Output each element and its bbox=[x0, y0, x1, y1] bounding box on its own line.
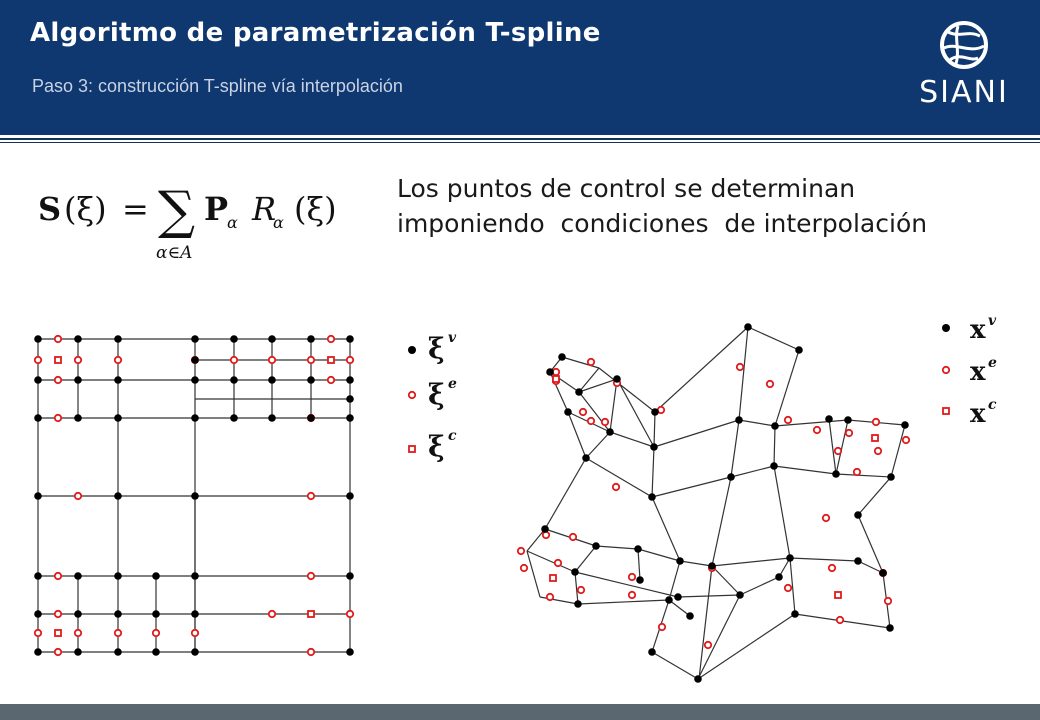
edge-point bbox=[767, 381, 773, 387]
globe-icon bbox=[942, 23, 986, 67]
vertex-point bbox=[34, 610, 42, 618]
vertex-point bbox=[152, 572, 160, 580]
vertex-point bbox=[346, 572, 354, 580]
mesh-edge bbox=[527, 551, 575, 572]
edge-point bbox=[814, 427, 820, 433]
edge-point bbox=[115, 357, 121, 363]
edge-point bbox=[308, 573, 314, 579]
vertex-point bbox=[268, 335, 276, 343]
vertex-point bbox=[546, 368, 554, 376]
vertex-point bbox=[606, 428, 614, 436]
legend-edge-sup: e bbox=[988, 355, 997, 371]
edge-point bbox=[629, 574, 635, 580]
vertex-point bbox=[795, 346, 803, 354]
vertex-point bbox=[74, 648, 82, 656]
vertex-point bbox=[114, 335, 122, 343]
legend-edge-sup: e bbox=[448, 376, 457, 392]
edge-point bbox=[115, 630, 121, 636]
vertex-point bbox=[114, 492, 122, 500]
cell-point bbox=[550, 575, 556, 581]
edge-point bbox=[555, 560, 561, 566]
edge-point bbox=[231, 357, 237, 363]
edge-point bbox=[269, 357, 275, 363]
vertex-point bbox=[901, 421, 909, 429]
vertex-point bbox=[34, 492, 42, 500]
vertex-point bbox=[34, 376, 42, 384]
legend-vertex-sup: v bbox=[448, 330, 457, 346]
mesh-edge bbox=[774, 426, 775, 466]
mesh-edge bbox=[527, 551, 540, 597]
mesh-edge bbox=[652, 497, 680, 561]
divider-thin bbox=[0, 142, 1040, 143]
edge-point bbox=[903, 437, 909, 443]
formula-P: P bbox=[204, 190, 229, 228]
mesh-edge bbox=[740, 577, 779, 595]
edge-point bbox=[75, 357, 81, 363]
mesh-edge bbox=[655, 327, 748, 412]
edge-point bbox=[308, 493, 314, 499]
edge-point bbox=[873, 419, 879, 425]
edge-point bbox=[55, 377, 61, 383]
mesh-edge bbox=[578, 600, 669, 604]
mesh-edge bbox=[599, 368, 655, 412]
vertex-point bbox=[230, 376, 238, 384]
statement-text bbox=[397, 171, 927, 241]
mesh-edge bbox=[575, 572, 678, 597]
edge-point bbox=[547, 594, 553, 600]
vertex-point bbox=[736, 591, 744, 599]
vertex-point bbox=[74, 610, 82, 618]
formula-arg: (ξ) bbox=[64, 190, 107, 228]
vertex-point bbox=[651, 408, 659, 416]
vertex-point bbox=[34, 648, 42, 656]
vertex-point bbox=[648, 648, 656, 656]
edge-point bbox=[328, 336, 334, 342]
vertex-point bbox=[879, 569, 887, 577]
edge-point bbox=[153, 630, 159, 636]
legend-cell-label: x bbox=[970, 399, 986, 429]
legend-edge-label: x bbox=[970, 357, 986, 387]
edge-point bbox=[55, 415, 61, 421]
vertex-point bbox=[844, 416, 852, 424]
edge-point bbox=[347, 611, 353, 617]
vertex-point bbox=[771, 422, 779, 430]
legend-edge-marker bbox=[943, 367, 949, 373]
parametric-tmesh bbox=[20, 320, 370, 665]
legend-cell-marker bbox=[943, 408, 949, 414]
cell-point bbox=[835, 592, 841, 598]
header-bar bbox=[0, 0, 1040, 135]
mesh-edge bbox=[858, 515, 883, 573]
legend-vertex-sup: v bbox=[988, 313, 997, 329]
mesh-edge bbox=[654, 412, 655, 447]
statement-line-1: Los puntos de control se determinan bbox=[397, 174, 856, 203]
cell-point bbox=[308, 611, 314, 617]
vertex-point bbox=[191, 335, 199, 343]
vertex-point bbox=[114, 376, 122, 384]
vertex-point bbox=[346, 492, 354, 500]
vertex-point bbox=[191, 610, 199, 618]
footer-bar bbox=[0, 704, 1040, 720]
mesh-edge bbox=[654, 420, 739, 447]
divider-thick bbox=[0, 138, 1040, 140]
vertex-point bbox=[152, 648, 160, 656]
vertex-point bbox=[114, 648, 122, 656]
vertex-point bbox=[268, 376, 276, 384]
vertex-point bbox=[191, 572, 199, 580]
vertex-point bbox=[346, 414, 354, 422]
mesh-edge bbox=[575, 546, 596, 572]
edge-point bbox=[837, 617, 843, 623]
vertex-point bbox=[636, 576, 644, 584]
cell-point bbox=[328, 357, 334, 363]
vertex-point bbox=[191, 376, 199, 384]
vertex-point bbox=[634, 545, 642, 553]
edge-point bbox=[854, 469, 860, 475]
cell-point bbox=[55, 357, 61, 363]
vertex-point bbox=[854, 511, 862, 519]
vertex-point bbox=[346, 335, 354, 343]
vertex-point bbox=[571, 568, 579, 576]
vertex-point bbox=[191, 356, 199, 364]
vertex-point bbox=[786, 554, 794, 562]
mesh-edge bbox=[540, 597, 578, 604]
legend-cell-marker bbox=[409, 446, 415, 452]
vertex-point bbox=[34, 572, 42, 580]
vertex-point bbox=[592, 542, 600, 550]
vertex-point bbox=[346, 648, 354, 656]
edge-point bbox=[705, 642, 711, 648]
vertex-point bbox=[307, 376, 315, 384]
edge-point bbox=[578, 587, 584, 593]
legend-physical bbox=[935, 310, 1015, 440]
physical-mesh bbox=[505, 310, 925, 695]
formula-equals: = bbox=[122, 190, 149, 228]
vertex-point bbox=[307, 335, 315, 343]
edge-point bbox=[580, 409, 586, 415]
vertex-point bbox=[648, 493, 656, 501]
edge-point bbox=[823, 515, 829, 521]
tspline-formula bbox=[30, 170, 370, 265]
vertex-point bbox=[34, 414, 42, 422]
edge-point bbox=[35, 630, 41, 636]
edge-point bbox=[55, 649, 61, 655]
edge-point bbox=[659, 624, 665, 630]
vertex-point bbox=[665, 596, 673, 604]
vertex-point bbox=[74, 335, 82, 343]
vertex-point bbox=[114, 572, 122, 580]
slide-subtitle: Paso 3: construcción T-spline vía interpolación bbox=[32, 76, 403, 96]
formula-R-sub: α bbox=[273, 213, 284, 232]
edge-point bbox=[570, 534, 576, 540]
vertex-point bbox=[674, 593, 682, 601]
vertex-point bbox=[346, 395, 354, 403]
edge-point bbox=[875, 448, 881, 454]
mesh-edge bbox=[652, 652, 698, 679]
formula-R: R bbox=[252, 190, 277, 228]
vertex-point bbox=[191, 414, 199, 422]
mesh-edge bbox=[680, 561, 712, 566]
mesh-edge bbox=[586, 432, 610, 458]
legend-vertex-marker bbox=[408, 346, 416, 354]
mesh-edge bbox=[891, 425, 905, 477]
vertex-point bbox=[268, 414, 276, 422]
vertex-point bbox=[152, 610, 160, 618]
mesh-edge bbox=[699, 566, 712, 679]
vertex-point bbox=[887, 473, 895, 481]
vertex-point bbox=[676, 557, 684, 565]
mesh-edge bbox=[712, 558, 790, 566]
mesh-edge bbox=[669, 600, 690, 616]
edge-point bbox=[75, 630, 81, 636]
edge-point bbox=[518, 548, 524, 554]
formula-sum-index: α∈A bbox=[156, 243, 193, 263]
vertex-point bbox=[541, 525, 549, 533]
vertex-point bbox=[74, 572, 82, 580]
formula-P-sub: α bbox=[227, 213, 238, 232]
vertex-point bbox=[832, 470, 840, 478]
edge-point bbox=[588, 359, 594, 365]
mesh-edge bbox=[527, 529, 545, 551]
edge-point bbox=[269, 611, 275, 617]
vertex-point bbox=[575, 388, 583, 396]
edge-point bbox=[308, 357, 314, 363]
legend-parametric bbox=[398, 320, 478, 470]
edge-point bbox=[55, 611, 61, 617]
vertex-point bbox=[558, 353, 566, 361]
edge-point bbox=[543, 532, 549, 538]
edge-point bbox=[192, 630, 198, 636]
edge-point bbox=[347, 357, 353, 363]
edge-point bbox=[885, 598, 891, 604]
vertex-point bbox=[114, 414, 122, 422]
edge-point bbox=[308, 649, 314, 655]
legend-cell-label: ξ bbox=[428, 430, 445, 463]
mesh-edge bbox=[774, 466, 836, 474]
vertex-point bbox=[574, 600, 582, 608]
vertex-point bbox=[74, 414, 82, 422]
mesh-edge bbox=[596, 546, 638, 549]
vertex-point bbox=[727, 473, 735, 481]
edge-point bbox=[55, 573, 61, 579]
mesh-edge bbox=[545, 458, 586, 529]
edge-point bbox=[602, 419, 608, 425]
vertex-point bbox=[735, 416, 743, 424]
cell-point bbox=[872, 435, 878, 441]
edge-point bbox=[829, 565, 835, 571]
mesh-edge bbox=[739, 327, 748, 420]
vertex-point bbox=[613, 375, 621, 383]
vertex-point bbox=[191, 648, 199, 656]
legend-cell-sup: c bbox=[448, 428, 457, 444]
formula-S: S bbox=[38, 190, 62, 228]
vertex-point bbox=[34, 335, 42, 343]
mesh-edge bbox=[652, 447, 654, 497]
edge-point bbox=[785, 585, 791, 591]
vertex-point bbox=[825, 415, 833, 423]
vertex-point bbox=[191, 492, 199, 500]
vertex-point bbox=[230, 414, 238, 422]
edge-point bbox=[75, 493, 81, 499]
vertex-point bbox=[694, 675, 702, 683]
vertex-point bbox=[775, 573, 783, 581]
logo-wordmark: SIANI bbox=[919, 75, 1009, 110]
mesh-edge bbox=[774, 466, 790, 558]
vertex-point bbox=[230, 335, 238, 343]
mesh-edge bbox=[652, 477, 731, 497]
edge-point bbox=[613, 484, 619, 490]
edge-point bbox=[737, 364, 743, 370]
mesh-edge bbox=[638, 549, 640, 580]
vertex-point bbox=[650, 443, 658, 451]
formula-arg2: (ξ) bbox=[294, 190, 337, 228]
mesh-edge bbox=[829, 419, 836, 474]
edge-point bbox=[521, 565, 527, 571]
mesh-edge bbox=[858, 477, 891, 515]
mesh-edge bbox=[775, 350, 799, 426]
vertex-point bbox=[791, 610, 799, 618]
mesh-edge bbox=[712, 566, 740, 595]
mesh-edge bbox=[790, 558, 858, 561]
statement-line-2: imponiendo condiciones de interpolación bbox=[397, 209, 928, 238]
mesh-edge bbox=[731, 420, 739, 477]
mesh-edge bbox=[698, 614, 795, 679]
vertex-point bbox=[307, 414, 315, 422]
vertex-point bbox=[886, 624, 894, 632]
legend-edge-marker bbox=[409, 392, 415, 398]
vertex-point bbox=[708, 562, 716, 570]
edge-point bbox=[55, 336, 61, 342]
legend-vertex-label: x bbox=[970, 315, 986, 345]
legend-vertex-label: ξ bbox=[428, 332, 445, 365]
mesh-edge bbox=[638, 549, 680, 561]
vertex-point bbox=[346, 376, 354, 384]
edge-point bbox=[846, 430, 852, 436]
formula-sum: ∑ bbox=[158, 181, 196, 241]
edge-point bbox=[35, 357, 41, 363]
edge-point bbox=[588, 418, 594, 424]
vertex-point bbox=[74, 376, 82, 384]
siani-logo bbox=[908, 20, 1020, 110]
slide-title: Algoritmo de parametrización T-spline bbox=[30, 18, 601, 48]
edge-point bbox=[835, 448, 841, 454]
legend-cell-sup: c bbox=[988, 397, 997, 413]
vertex-point bbox=[114, 610, 122, 618]
mesh-edge bbox=[739, 420, 775, 426]
mesh-edges bbox=[527, 327, 905, 679]
cell-point bbox=[55, 630, 61, 636]
edge-point bbox=[328, 377, 334, 383]
vertex-point bbox=[582, 454, 590, 462]
vertex-point bbox=[744, 323, 752, 331]
cell-point bbox=[553, 376, 559, 382]
vertex-point bbox=[686, 612, 694, 620]
mesh-edge bbox=[748, 327, 799, 350]
mesh-edge bbox=[586, 458, 652, 497]
mesh-edge bbox=[731, 466, 774, 477]
vertex-point bbox=[770, 462, 778, 470]
legend-edge-label: ξ bbox=[428, 378, 445, 411]
mesh-edge bbox=[712, 477, 731, 566]
edge-point bbox=[629, 592, 635, 598]
mesh-edge bbox=[836, 474, 891, 477]
vertex-point bbox=[854, 557, 862, 565]
vertex-point bbox=[564, 408, 572, 416]
edge-point bbox=[785, 417, 791, 423]
legend-vertex-marker bbox=[942, 324, 950, 332]
